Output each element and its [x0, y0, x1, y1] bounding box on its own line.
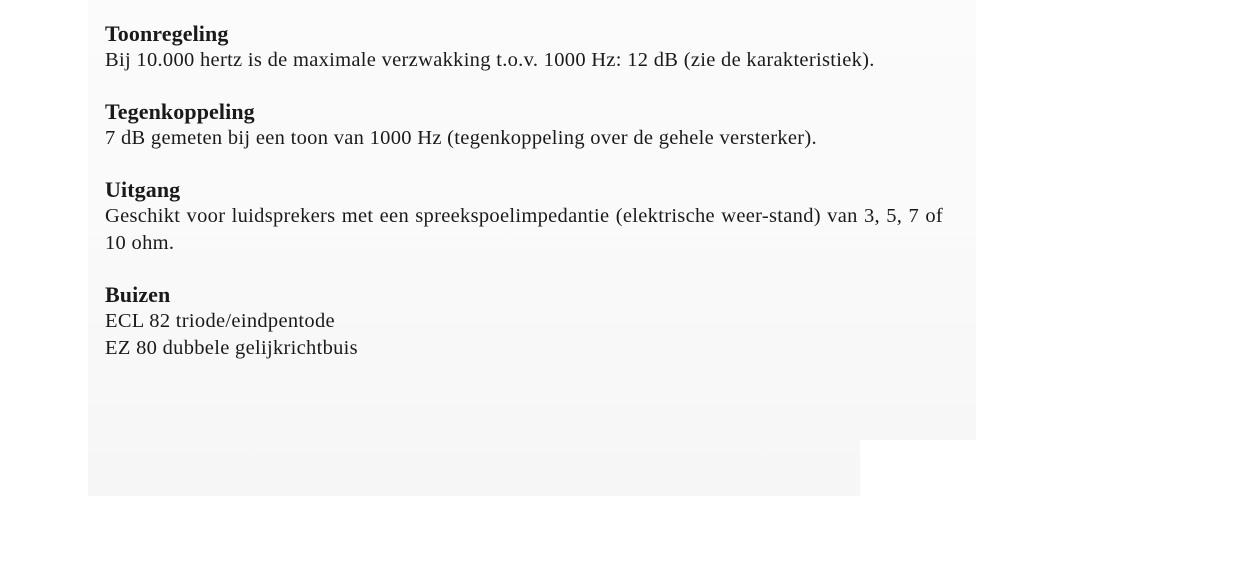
section-tegenkoppeling	[105, 98, 943, 152]
section-text: Bij 10.000 hertz is de maximale verzwakking t.o.v. 1000 Hz: 12 dB (zie de karakteristiek).	[105, 49, 875, 71]
tube-line: EZ 80 dubbele gelijkrichtbuis	[105, 337, 358, 359]
section-text: Geschikt voor luidsprekers met een spreekspoelimpedantie (elektrische weer-stand) van 3, 5, 7 of 10 ohm.	[105, 205, 943, 254]
section-heading: Tegenkoppeling	[105, 99, 255, 124]
section-buizen	[105, 281, 943, 362]
document-body	[105, 20, 943, 386]
section-heading: Toonregeling	[105, 21, 229, 46]
section-heading: Uitgang	[105, 177, 181, 202]
section-text: 7 dB gemeten bij een toon van 1000 Hz (tegenkoppeling over de gehele versterker).	[105, 127, 817, 149]
section-toonregeling	[105, 20, 943, 74]
tube-line: ECL 82 triode/eindpentode	[105, 310, 335, 332]
section-uitgang	[105, 176, 943, 257]
section-heading: Buizen	[105, 282, 171, 307]
page-corner-fade	[860, 440, 976, 496]
